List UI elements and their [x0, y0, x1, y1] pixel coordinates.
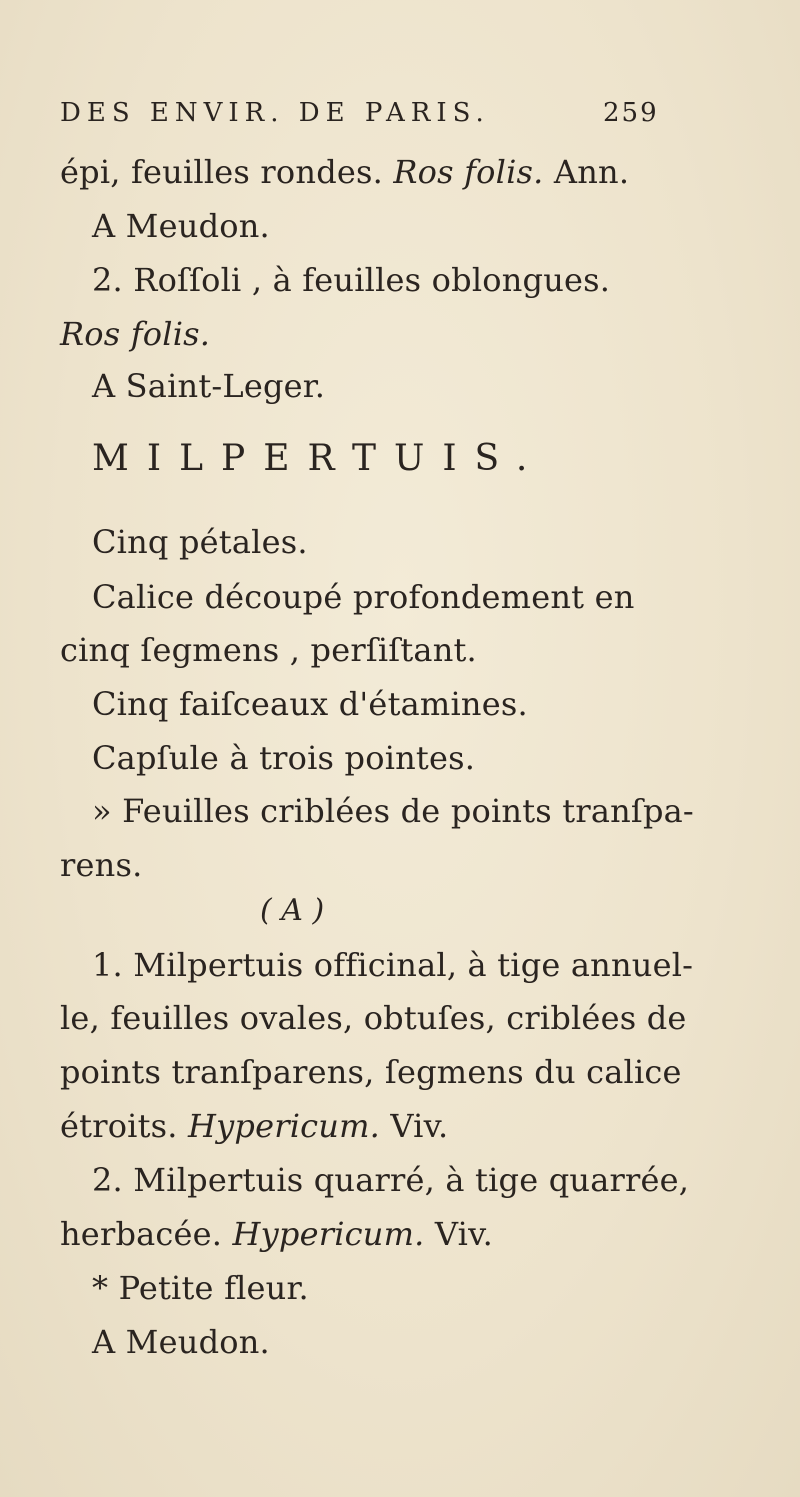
text-line: Cinq pétales. — [92, 523, 308, 561]
text-line: le, feuilles ovales, obtuſes, criblées de — [60, 999, 687, 1037]
text-line: Calice découpé profondement en — [92, 578, 635, 616]
text-line: cinq ſegmens , perſiſtant. — [60, 631, 477, 669]
text-line: 1. Milpertuis officinal, à tige annuel- — [92, 946, 694, 984]
running-head: DES ENVIR. DE PARIS. — [60, 98, 490, 128]
text-line: A Meudon. — [92, 1323, 270, 1361]
text-line: Cinq faiſceaux d'étamines. — [92, 685, 528, 723]
text-line: épi, feuilles rondes. Ros folis. Ann. — [60, 153, 630, 191]
text-line: points tranſparens, ſegmens du calice — [60, 1053, 682, 1091]
text-line: A Meudon. — [92, 207, 270, 245]
page-header — [60, 98, 660, 138]
subdivision-label: ( A ) — [260, 893, 325, 928]
text-line: Capſule à trois pointes. — [92, 739, 476, 777]
text-line: Ros folis. — [60, 315, 211, 353]
section-title: MILPERTUIS. — [92, 438, 546, 479]
text-line: 2. Milpertuis quarré, à tige quarrée, — [92, 1161, 690, 1199]
text-line: * Petite fleur. — [92, 1269, 309, 1307]
text-line: » Feuilles criblées de points tranſpa- — [92, 792, 694, 830]
text-line: A Saint-Leger. — [92, 367, 326, 405]
text-line: étroits. Hypericum. Viv. — [60, 1107, 449, 1145]
text-line: herbacée. Hypericum. Viv. — [60, 1215, 493, 1253]
text-line: rens. — [60, 846, 143, 884]
text-line: 2. Roſſoli , à feuilles oblongues. — [92, 261, 611, 299]
page-number: 259 — [603, 98, 659, 128]
